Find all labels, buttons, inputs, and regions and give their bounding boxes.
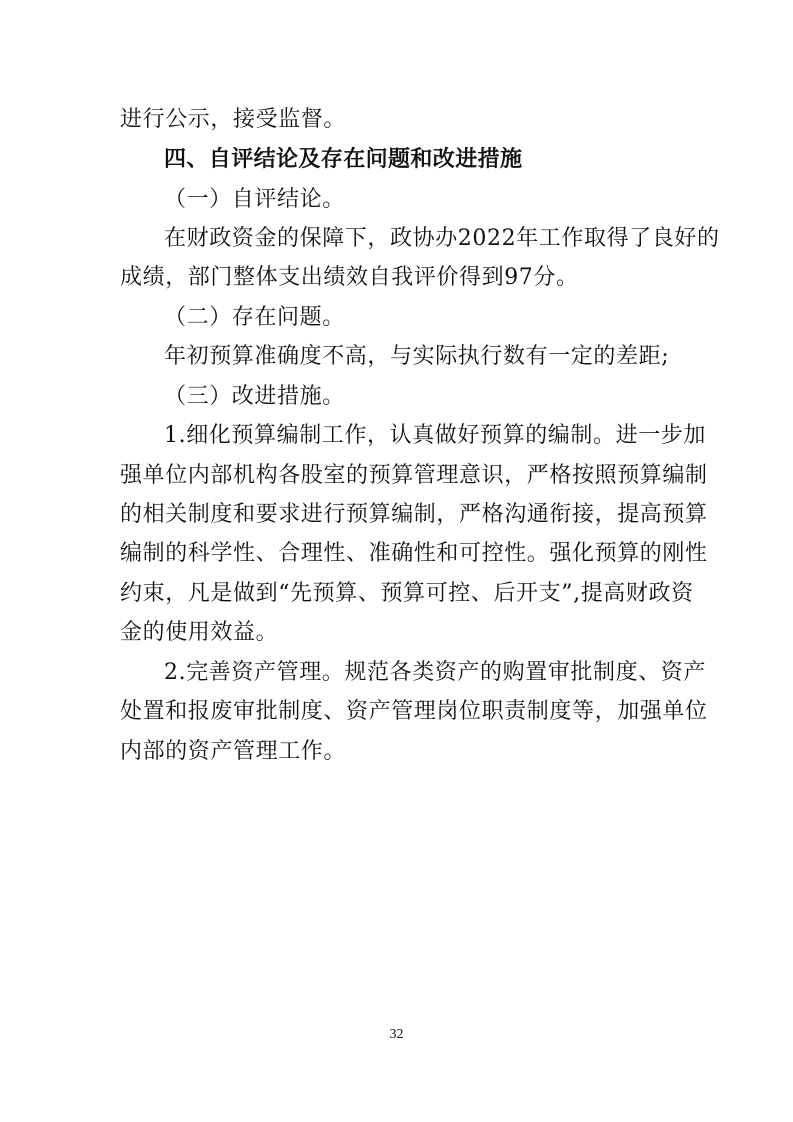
paragraph-line: 约束，凡是做到“先预算、预算可控、后开支”,提高财政资 xyxy=(120,581,694,606)
paragraph-line: 2.完善资产管理。规范各类资产的购置审批制度、资产 xyxy=(164,660,706,685)
subsection-heading: （二）存在问题。 xyxy=(164,305,345,330)
paragraph-line: 的相关制度和要求进行预算编制，严格沟通衔接，提高预算 xyxy=(120,502,708,527)
paragraph-line: 成绩，部门整体支出绩效自我评价得到97分。 xyxy=(120,265,579,290)
subsection-heading: （三）改进措施。 xyxy=(164,384,345,409)
page-number: 32 xyxy=(389,1027,404,1042)
paragraph-line: 金的使用效益。 xyxy=(120,620,279,645)
paragraph-line: 强单位内部机构各股室的预算管理意识，严格按照预算编制 xyxy=(120,463,708,488)
paragraph-line: 进行公示，接受监督。 xyxy=(120,107,347,132)
paragraph-line: 在财政资金的保障下，政协办2022年工作取得了良好的 xyxy=(164,226,720,251)
paragraph-line: 处置和报废审批制度、资产管理岗位职责制度等，加强单位 xyxy=(120,699,708,724)
paragraph-line: 编制的科学性、合理性、准确性和可控性。强化预算的刚性 xyxy=(120,541,708,566)
paragraph-line: 1.细化预算编制工作，认真做好预算的编制。进一步加 xyxy=(164,423,706,448)
section-heading: 四、自评结论及存在问题和改进措施 xyxy=(164,147,523,172)
subsection-heading: （一）自评结论。 xyxy=(164,187,345,212)
paragraph-line: 内部的资产管理工作。 xyxy=(120,739,347,764)
paragraph-line: 年初预算准确度不高，与实际执行数有一定的差距; xyxy=(164,344,670,369)
